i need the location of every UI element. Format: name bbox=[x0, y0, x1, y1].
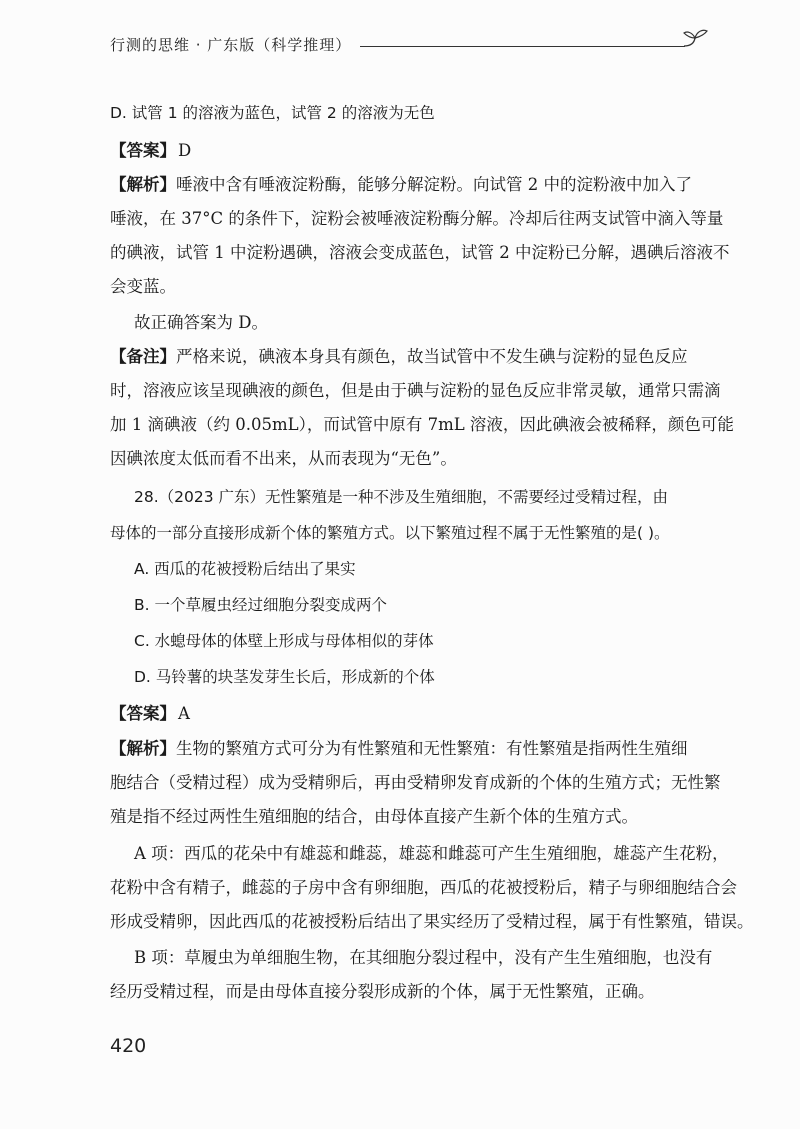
item-b-line-2: 经历受精过程，而是由母体直接分裂形成新的个体，属于无性繁殖，正确。 bbox=[110, 982, 655, 1001]
running-header-title: 行测的思维 · 广东版（科学推理） bbox=[110, 36, 352, 54]
analysis-line-4: 会变蓝。 bbox=[110, 277, 176, 296]
header-rule bbox=[360, 46, 685, 47]
answer-value: D bbox=[178, 141, 192, 160]
item-b-line-1: B 项：草履虫为单细胞生物，在其细胞分裂过程中，没有产生生殖细胞，也没有 bbox=[134, 948, 713, 967]
analysis-line-3: 的碘液，试管 1 中淀粉遇碘，溶液会变成蓝色，试管 2 中淀粉已分解，遇碘后溶液不 bbox=[110, 243, 730, 262]
question-28-stem-line-1: 28.（2023 广东）无性繁殖是一种不涉及生殖细胞，不需要经过受精过程，由 bbox=[134, 488, 669, 506]
question-28-option-b: B. 一个草履虫经过细胞分裂变成两个 bbox=[134, 596, 387, 614]
note-label: 【备注】 bbox=[110, 347, 176, 366]
sprout-icon bbox=[680, 26, 710, 50]
note-line-1 bbox=[110, 346, 688, 368]
note-text: 严格来说，碘液本身具有颜色，故当试管中不发生碘与淀粉的显色反应 bbox=[176, 347, 688, 366]
question-28-option-c: C. 水螅母体的体壁上形成与母体相似的芽体 bbox=[134, 632, 434, 650]
question-28-answer-line bbox=[110, 703, 190, 725]
analysis-line-2: 唾液，在 37°C 的条件下，淀粉会被唾液淀粉酶分解。冷却后往两支试管中滴入等量 bbox=[110, 209, 724, 228]
question-28-analysis-line-3: 殖是指不经过两性生殖细胞的结合，由母体直接产生新个体的生殖方式。 bbox=[110, 807, 638, 826]
item-a-line-1: A 项：西瓜的花朵中有雄蕊和雌蕊，雄蕊和雌蕊可产生生殖细胞，雄蕊产生花粉， bbox=[134, 844, 729, 863]
analysis-text: 唾液中含有唾液淀粉酶，能够分解淀粉。向试管 2 中的淀粉液中加入了 bbox=[176, 175, 692, 194]
question-28-answer-label: 【答案】 bbox=[110, 704, 176, 723]
note-line-2: 时，溶液应该呈现碘液的颜色，但是由于碘与淀粉的显色反应非常灵敏，通常只需滴 bbox=[110, 381, 721, 400]
answer-label: 【答案】 bbox=[110, 141, 176, 160]
question-28-analysis-label: 【解析】 bbox=[110, 739, 176, 758]
page-number: 420 bbox=[110, 1035, 147, 1057]
question-28-option-d: D. 马铃薯的块茎发芽生长后，形成新的个体 bbox=[134, 668, 435, 686]
question-28-option-a: A. 西瓜的花被授粉后结出了果实 bbox=[134, 560, 356, 578]
analysis-line-1 bbox=[110, 174, 692, 196]
question-28-answer-value: A bbox=[178, 704, 190, 723]
conclusion-line: 故正确答案为 D。 bbox=[134, 313, 268, 332]
question-28-stem-line-2: 母体的一部分直接形成新个体的繁殖方式。以下繁殖过程不属于无性繁殖的是( )。 bbox=[110, 524, 670, 542]
option-d-previous: D. 试管 1 的溶液为蓝色，试管 2 的溶液为无色 bbox=[110, 104, 435, 122]
question-28-analysis-line-2: 胞结合（受精过程）成为受精卵后，再由受精卵发育成新的个体的生殖方式；无性繁 bbox=[110, 773, 721, 792]
item-a-line-3: 形成受精卵，因此西瓜的花被授粉后结出了果实经历了受精过程，属于有性繁殖，错误。 bbox=[110, 912, 754, 931]
note-line-4: 因碘浓度太低而看不出来，从而表现为“无色”。 bbox=[110, 449, 457, 468]
answer-line bbox=[110, 140, 191, 162]
item-a-line-2: 花粉中含有精子，雌蕊的子房中含有卵细胞，西瓜的花被授粉后，精子与卵细胞结合会 bbox=[110, 878, 737, 897]
note-line-3: 加 1 滴碘液（约 0.05mL），而试管中原有 7mL 溶液，因此碘液会被稀释，颜色可能 bbox=[110, 415, 734, 434]
analysis-label: 【解析】 bbox=[110, 175, 176, 194]
question-28-analysis-text: 生物的繁殖方式可分为有性繁殖和无性繁殖：有性繁殖是指两性生殖细 bbox=[176, 739, 688, 758]
question-28-analysis-line-1 bbox=[110, 738, 688, 760]
